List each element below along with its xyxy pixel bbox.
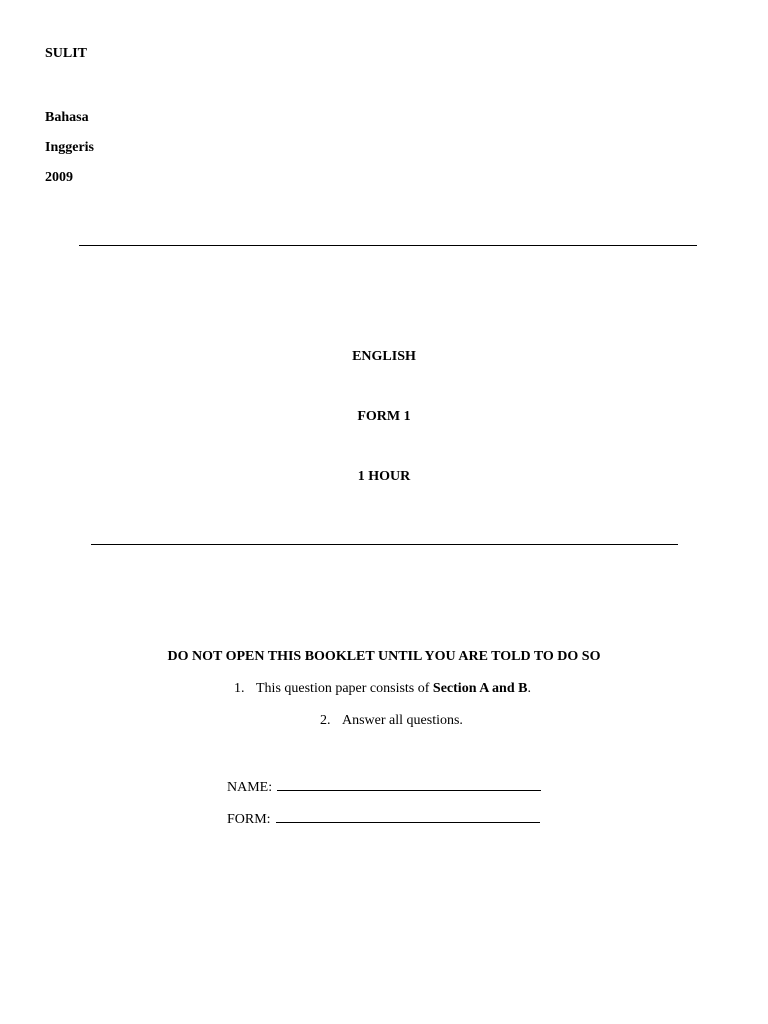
instruction-1-number: 1. [234, 681, 245, 696]
year-label: 2009 [45, 170, 73, 185]
instruction-1-text: This question paper consists of [256, 681, 433, 696]
upper-divider [79, 245, 697, 246]
name-field-row [227, 778, 541, 796]
duration-title: 1 HOUR [357, 469, 411, 484]
subject-title: ENGLISH [352, 349, 416, 364]
form-title: FORM 1 [357, 409, 411, 424]
instruction-2-text: Answer all questions. [342, 713, 463, 728]
exam-notice: DO NOT OPEN THIS BOOKLET UNTIL YOU ARE TOLD TO DO SO [167, 649, 601, 664]
instruction-1-bold-text: Section A and B [432, 681, 528, 696]
instruction-1 [234, 681, 531, 697]
form-field-line[interactable] [276, 810, 540, 823]
subject-line-2: Inggeris [45, 140, 94, 155]
name-field-line[interactable] [277, 778, 541, 791]
name-field-label: NAME: [227, 780, 273, 795]
lower-divider [91, 544, 678, 545]
classification-label: SULIT [45, 46, 88, 61]
instruction-2-number: 2. [320, 713, 331, 728]
form-field-row [227, 810, 540, 828]
subject-line-1: Bahasa [45, 110, 89, 125]
instruction-2 [320, 713, 463, 729]
instruction-1-end: . [527, 681, 531, 696]
form-field-label: FORM: [227, 812, 271, 827]
